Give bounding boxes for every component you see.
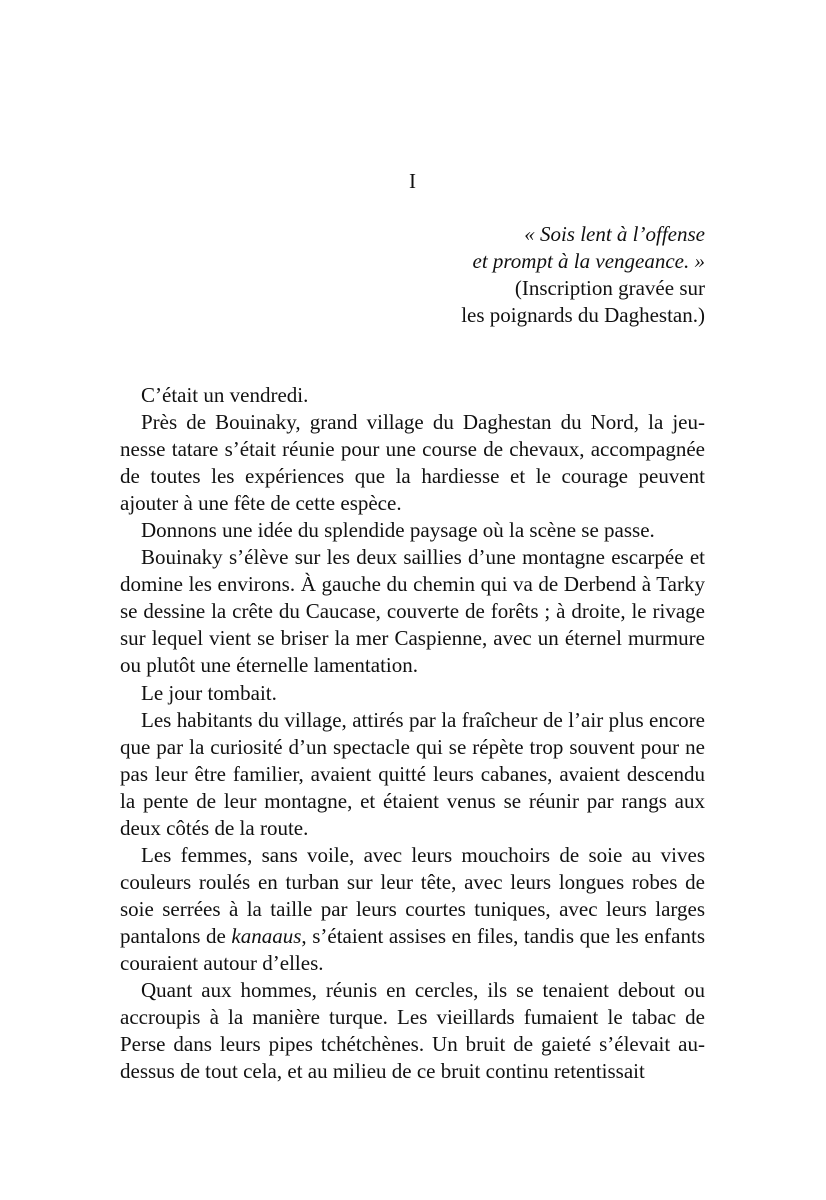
book-page: [120, 0, 705, 1200]
epigraph: [305, 221, 705, 329]
epigraph-source-line-2: les poignards du Daghestan.): [461, 303, 705, 327]
epigraph-quote-line-1: « Sois lent à l’offense: [524, 222, 705, 246]
paragraph-2: Près de Bouinaky, grand village du Daghestan du Nord, la jeunesse tatare s’était réunie pour une course de chevaux, accompagnée de toutes les expériences que la hardiesse et le courage peuvent ajouter à une fête de cette espèce.: [120, 410, 705, 516]
paragraph-7-text-after: , s’étaient assises en files, tandis que les enfants couraient autour d’elles.: [120, 923, 705, 975]
chapter-number: I: [409, 169, 416, 193]
paragraph-7: [120, 842, 705, 977]
epigraph-quote-line-2: et prompt à la vengeance. »: [472, 249, 705, 273]
paragraph-3: Donnons une idée du splendide paysage où la scène se passe.: [141, 518, 655, 543]
italic-term-kanaaus: kanaaus: [231, 923, 302, 948]
epigraph-source-line-1: (Inscription gravée sur: [514, 276, 705, 300]
paragraph-4: Bouinaky s’élève sur les deux saillies d’une montagne escarpée et domine les environs. À gauche du chemin qui va de Derbend à Tarky se dessine la crête du Caucase, couverte de forêts ; à droite, le rivage sur lequel vient se briser la mer Caspienne, avec un éternel murmure ou plutôt une éternelle lamentation.: [120, 545, 705, 678]
paragraph-6: Les habitants du village, attirés par la fraîcheur de l’air plus encore que par la curiosité d’un spectacle qui se répète trop souvent pour ne pas leur être familier, avaient quitté leurs cabanes, avaient descendu la pente de leur montagne, et étaient venus se réunir par rangs aux deux côtés de la route.: [120, 707, 705, 840]
paragraph-7-text-before: Les femmes, sans voile, avec leurs mouchoirs de soie au vives couleurs roulés en turban sur leur tête, avec leurs longues robes de soie serrées à la taille par leurs courtes tuniques, avec leurs larges pantalons de: [120, 842, 705, 948]
paragraph-1: C’était un vendredi.: [141, 383, 309, 407]
paragraph-5: Le jour tombait.: [141, 680, 277, 705]
paragraph-8: Quant aux hommes, réunis en cercles, ils se tenaient debout ou accroupis à la manière turque. Les vieillards fumaient le tabac de Perse dans leurs pipes tchétchènes. Un bruit de gaieté s’élevait au-dessus de tout cela, et au milieu de ce bruit continu retentissait: [120, 978, 705, 1084]
body-text: [120, 382, 705, 1085]
